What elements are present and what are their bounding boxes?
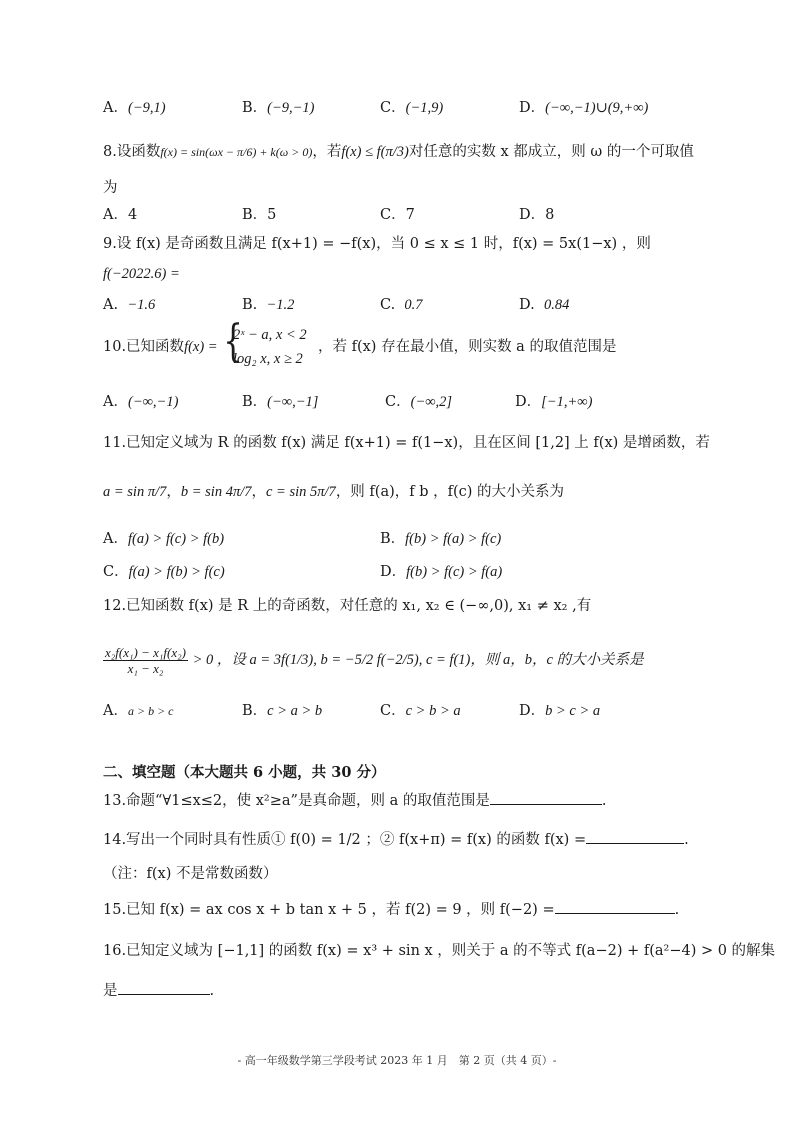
page-footer: - 高一年级数学第三学段考试 2023 年 1 月 第 2 页（共 4 页）-	[237, 1054, 557, 1067]
q16-stem: 16.已知定义域为 [−1,1] 的函数 f(x) = x³ + sin x ，则关于 a 的不等式 f(a−2) + f(a²−4) > 0 的解集	[103, 943, 776, 959]
q10-option-b: B．(−∞,−1]	[242, 394, 319, 410]
q7-option-d: D．(−∞,−1)∪(9,+∞)	[519, 100, 649, 116]
q10-case-2: log₂ x, x ≥ 2	[233, 351, 303, 367]
q16-stem-line2: 是 .	[103, 979, 214, 1001]
q10-option-a: A．(−∞,−1)	[103, 394, 179, 410]
q9-stem-line2: f(−2022.6) =	[103, 266, 180, 282]
q11-values: a = sin π/7，b = sin 4π/7，c = sin 5π/7，则 f(a)，f b ，f(c) 的大小关系为	[103, 484, 565, 500]
q11-option-c: C．f(a) > f(b) > f(c)	[103, 564, 225, 580]
q8-stem: 8.设函数f(x) = sin(ωx − π/6) + k(ω > 0)，若f(x) ≤ f(π/3)对任意的实数 x 都成立，则 ω 的一个可取值	[103, 144, 694, 160]
q14-answer-blank[interactable]	[586, 828, 684, 844]
q12-option-c: C．c > b > a	[380, 703, 461, 719]
q12-fraction: $\frac{\text{x₂f(x₁) − x₁f(x₂)}}{\text{x₁ − x₂}}$	[105, 644, 186, 676]
q13-stem: 13.命题“∀1≤x≤2，使 x²≥a”是真命题，则 a 的取值范围是 .	[103, 789, 606, 811]
q16-answer-blank[interactable]	[118, 979, 210, 995]
q9-option-b: B. −1.2	[242, 297, 295, 313]
section-title-fill-in: 二、填空题（本大题共 6 小题，共 30 分）	[103, 764, 386, 781]
q12-stem: 12.已知函数 f(x) 是 R 上的奇函数，对任意的 x₁, x₂ ∈ (−∞,0), x₁ ≠ x₂ ,有	[103, 598, 592, 614]
q8-option-a: A．4	[103, 207, 138, 223]
q8-option-b: B．5	[242, 207, 277, 223]
q7-option-c: C．(−1,9)	[380, 100, 444, 116]
q11-option-d: D．f(b) > f(c) > f(a)	[380, 564, 503, 580]
q11-option-a: A．f(a) > f(c) > f(b)	[103, 531, 225, 547]
q10-case-1: 2ˣ − a, x < 2	[233, 327, 307, 343]
q9-stem: 9.设 f(x) 是奇函数且满足 f(x+1) = −f(x)，当 0 ≤ x ≤ 1 时，f(x) = 5x(1−x) ，则	[103, 236, 651, 252]
q10-option-d: D．[−1,+∞)	[515, 394, 593, 410]
q8-option-d: D．8	[519, 207, 555, 223]
q15-stem: 15.已知 f(x) = ax cos x + b tan x + 5 ，若 f(2) = 9 ，则 f(−2) = .	[103, 898, 679, 920]
q14-stem: 14.写出一个同时具有性质① f(0) = 1/2 ；② f(x+π) = f(x) 的函数 f(x) = .	[103, 828, 689, 850]
q12-option-a: A．a > b > c	[103, 703, 174, 719]
q9-option-c: C. 0.7	[380, 297, 423, 313]
piecewise-brace: {	[223, 316, 243, 367]
q10-suffix: ，若 f(x) 存在最小值，则实数 a 的取值范围是	[318, 339, 617, 355]
q11-option-b: B．f(b) > f(a) > f(c)	[380, 531, 502, 547]
q7-option-b: B．(−9,−1)	[242, 100, 315, 116]
q15-answer-blank[interactable]	[555, 898, 675, 914]
q7-option-a: A．(−9,1)	[103, 100, 166, 116]
q12-option-d: D．b > c > a	[519, 703, 601, 719]
q11-stem: 11.已知定义域为 R 的函数 f(x) 满足 f(x+1) = f(1−x)，且在区间 [1,2] 上 f(x) 是增函数，若	[103, 435, 710, 451]
q10-prefix: 10.已知函数f(x) =	[103, 339, 218, 355]
q8-option-c: C．7	[380, 207, 415, 223]
q14-note: （注：f(x) 不是常数函数）	[103, 866, 278, 882]
q12-option-b: B．c > a > b	[242, 703, 323, 719]
q12-condition: $\frac{\text{x₂f(x₁) − x₁f(x₂)}}{\text{x₁ − x₂}}$ > 0 ，设 a = 3f(1/3), b = −5/2 f(−2/5), c = f(1)，则 a，b，c 的大小关系是	[105, 644, 644, 676]
q10-option-c: C．(−∞,2]	[385, 394, 453, 410]
q9-option-d: D. 0.84	[519, 297, 570, 313]
q9-option-a: A. −1.6	[103, 297, 156, 313]
q8-stem-line2: 为	[103, 180, 118, 196]
q13-answer-blank[interactable]	[490, 789, 602, 805]
